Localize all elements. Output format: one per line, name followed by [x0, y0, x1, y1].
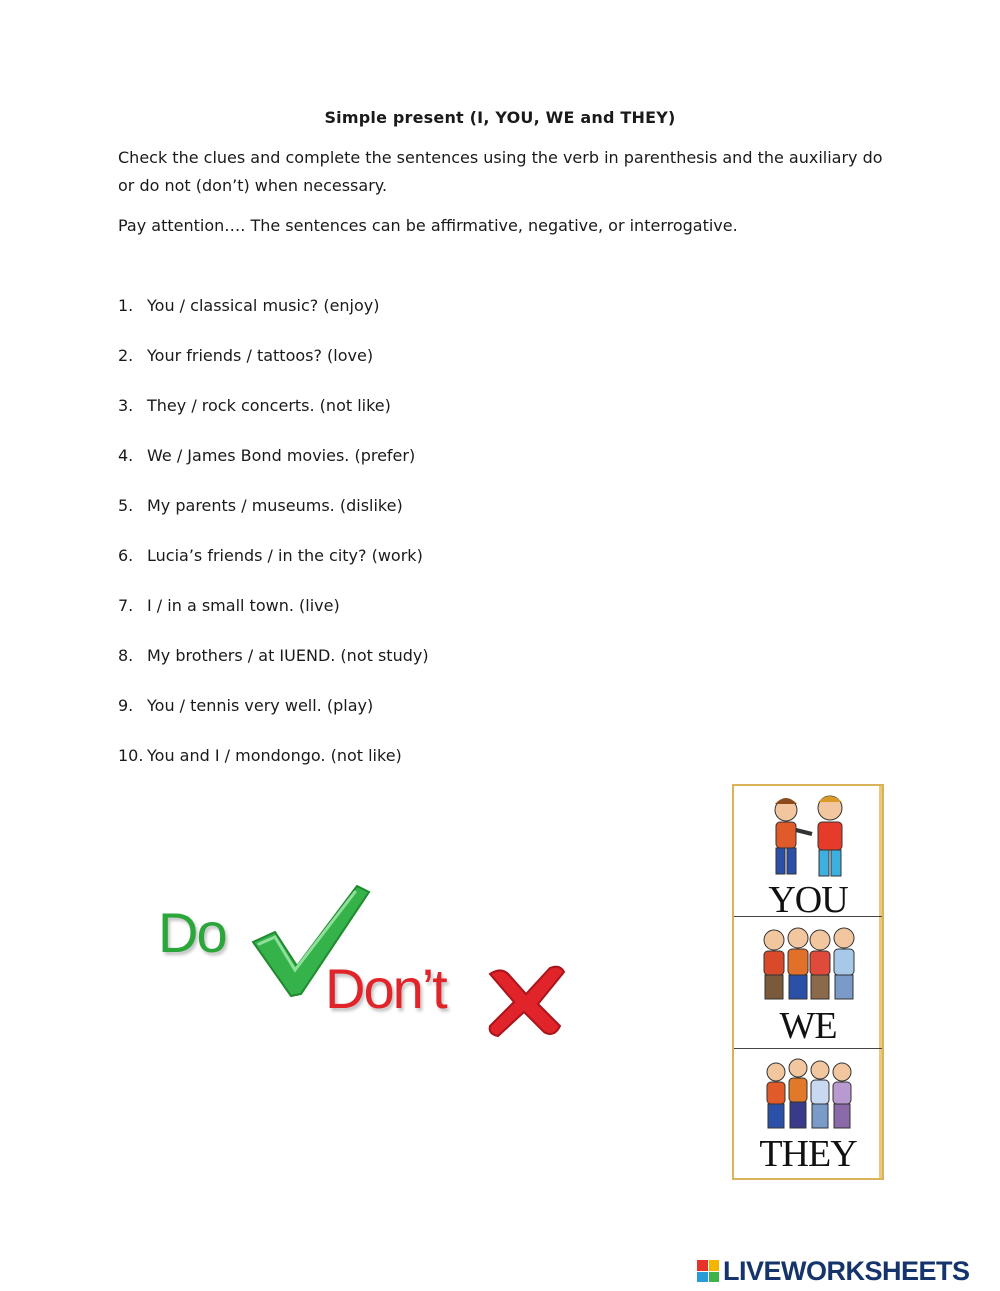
pronoun-cell-they	[734, 1050, 882, 1180]
item-text: They / rock concerts. (not like)	[147, 396, 391, 415]
item-text: My brothers / at IUEND. (not study)	[147, 646, 429, 665]
item-text: You and I / mondongo. (not like)	[147, 746, 402, 765]
item-number: 6.	[118, 546, 134, 565]
exercise-list	[118, 294, 818, 794]
dont-label: Don’t	[325, 957, 446, 1020]
pronoun-we: WE	[779, 1005, 837, 1047]
list-item	[118, 394, 818, 444]
logo-blocks-icon	[697, 1260, 719, 1282]
item-text: Lucia’s friends / in the city? (work)	[147, 546, 423, 565]
item-text: I / in a small town. (live)	[147, 596, 340, 615]
liveworksheets-logo	[697, 1256, 970, 1286]
two-people-icon	[754, 792, 864, 884]
item-text: You / tennis very well. (play)	[147, 696, 374, 715]
list-item	[118, 644, 818, 694]
item-text: Your friends / tattoos? (love)	[147, 346, 374, 365]
list-item	[118, 544, 818, 594]
item-number: 10.	[118, 746, 144, 765]
people-group-icon	[754, 1056, 864, 1136]
item-number: 8.	[118, 646, 134, 665]
pronoun-they: THEY	[759, 1133, 857, 1175]
cross-icon	[480, 960, 570, 1040]
pronoun-cell-we	[734, 918, 882, 1049]
list-item	[118, 594, 818, 644]
item-number: 4.	[118, 446, 134, 465]
item-number: 9.	[118, 696, 134, 715]
list-item	[118, 744, 818, 794]
item-number: 1.	[118, 296, 134, 315]
do-dont-illustration	[150, 870, 580, 1050]
instructions-paragraph: Check the clues and complete the sentences using the verb in parenthesis and the auxiliary do or do not (don’t) when necessary.	[118, 148, 883, 195]
pronoun-cell-you	[734, 786, 882, 921]
item-text: You / classical music? (enjoy)	[147, 296, 380, 315]
item-text: We / James Bond movies. (prefer)	[147, 446, 416, 465]
list-item	[118, 344, 818, 394]
page-title: Simple present (I, YOU, WE and THEY)	[324, 108, 676, 127]
do-label: Do	[158, 901, 226, 964]
group-people-icon	[754, 924, 864, 1006]
pronoun-chart	[732, 784, 884, 1180]
attention-paragraph: Pay attention…. The sentences can be affirmative, negative, or interrogative.	[118, 216, 738, 235]
list-item	[118, 444, 818, 494]
item-text: My parents / museums. (dislike)	[147, 496, 403, 515]
item-number: 7.	[118, 596, 134, 615]
list-item	[118, 294, 818, 344]
logo-text: LIVEWORKSHEETS	[723, 1255, 970, 1286]
list-item	[118, 694, 818, 744]
list-item	[118, 494, 818, 544]
item-number: 5.	[118, 496, 134, 515]
item-number: 3.	[118, 396, 134, 415]
item-number: 2.	[118, 346, 134, 365]
pronoun-you: YOU	[768, 879, 848, 921]
